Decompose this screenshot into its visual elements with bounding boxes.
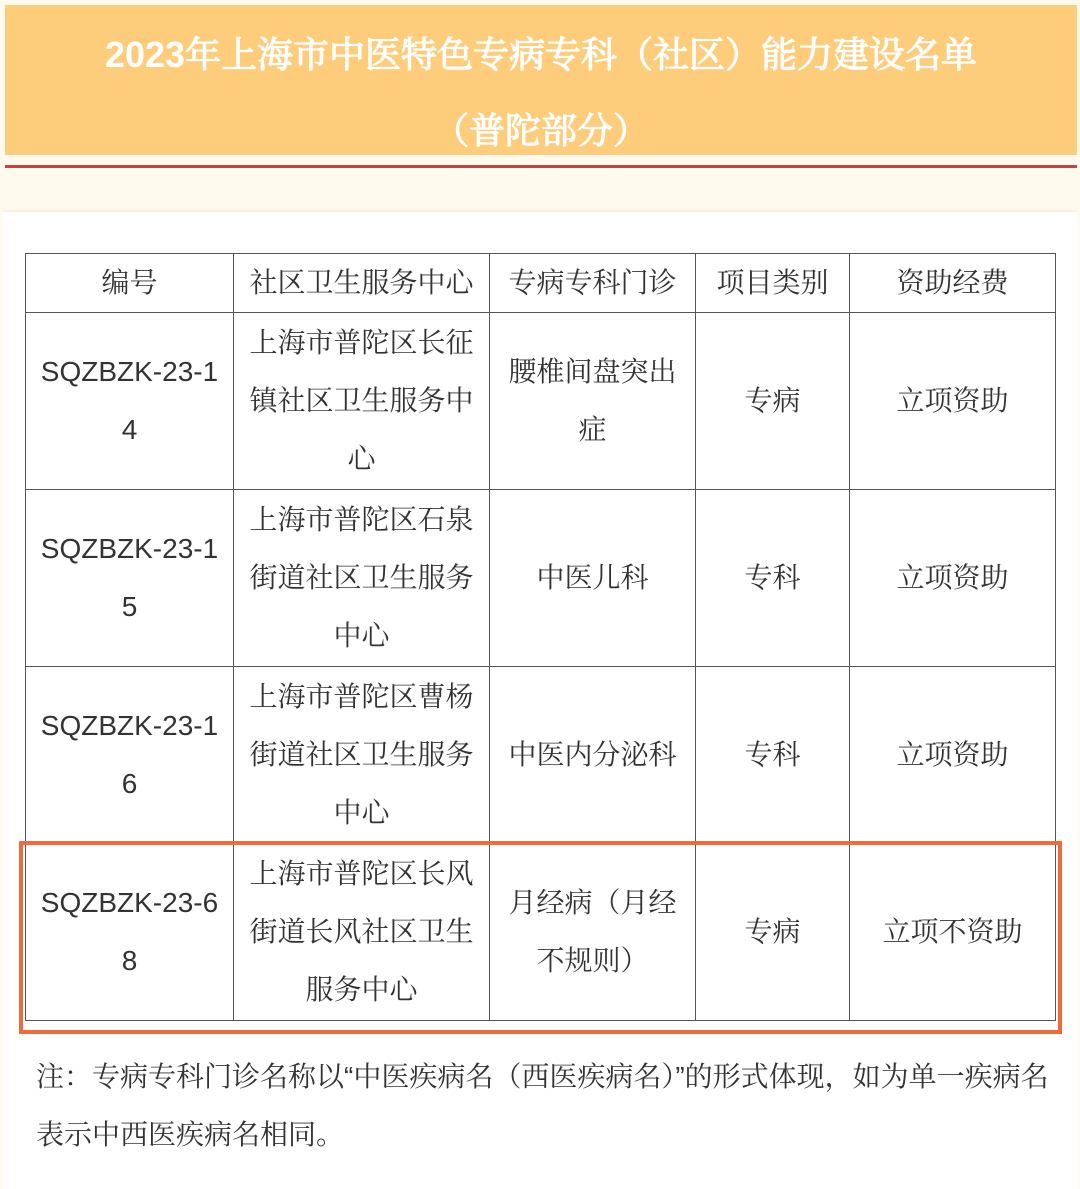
table-note: 注：专病专科门诊名称以“中医疾病名（西医疾病名）”的形式体现，如为单一疾病名表示中西医疾病名相同。 bbox=[36, 1061, 1049, 1150]
cell-id: SQZBZK-23-68 bbox=[26, 844, 234, 1021]
cell-center: 上海市普陀区曹杨街道社区卫生服务中心 bbox=[234, 667, 490, 844]
cell-type: 专科 bbox=[696, 667, 850, 844]
page-subtitle: （普陀部分） bbox=[432, 110, 649, 151]
table-row bbox=[26, 313, 1056, 490]
header-center: 社区卫生服务中心 bbox=[234, 254, 490, 313]
table-row bbox=[26, 667, 1056, 844]
cell-id: SQZBZK-23-15 bbox=[26, 490, 234, 667]
cell-type: 专病 bbox=[696, 313, 850, 490]
cell-type: 专科 bbox=[696, 490, 850, 667]
project-table bbox=[25, 253, 1056, 1021]
cell-id: SQZBZK-23-16 bbox=[26, 667, 234, 844]
cell-clinic: 月经病（月经不规则） bbox=[490, 844, 696, 1021]
cell-funding: 立项资助 bbox=[850, 667, 1056, 844]
cell-center: 上海市普陀区长征镇社区卫生服务中心 bbox=[234, 313, 490, 490]
header-clinic: 专病专科门诊 bbox=[490, 254, 696, 313]
table-row-highlighted bbox=[26, 844, 1056, 1021]
title-banner bbox=[5, 5, 1077, 155]
table-header-row bbox=[26, 254, 1056, 313]
cell-clinic: 中医儿科 bbox=[490, 490, 696, 667]
divider bbox=[5, 165, 1077, 168]
header-type: 项目类别 bbox=[696, 254, 850, 313]
page-title: 2023年上海市中医特色专病专科（社区）能力建设名单 bbox=[104, 34, 978, 75]
header-id: 编号 bbox=[26, 254, 234, 313]
cell-id: SQZBZK-23-14 bbox=[26, 313, 234, 490]
cell-center: 上海市普陀区石泉街道社区卫生服务中心 bbox=[234, 490, 490, 667]
cell-funding: 立项资助 bbox=[850, 490, 1056, 667]
table-row bbox=[26, 490, 1056, 667]
cell-funding: 立项不资助 bbox=[850, 844, 1056, 1021]
cell-center: 上海市普陀区长风街道长风社区卫生服务中心 bbox=[234, 844, 490, 1021]
cell-clinic: 中医内分泌科 bbox=[490, 667, 696, 844]
cell-clinic: 腰椎间盘突出症 bbox=[490, 313, 696, 490]
cell-funding: 立项资助 bbox=[850, 313, 1056, 490]
cell-type: 专病 bbox=[696, 844, 850, 1021]
header-funding: 资助经费 bbox=[850, 254, 1056, 313]
